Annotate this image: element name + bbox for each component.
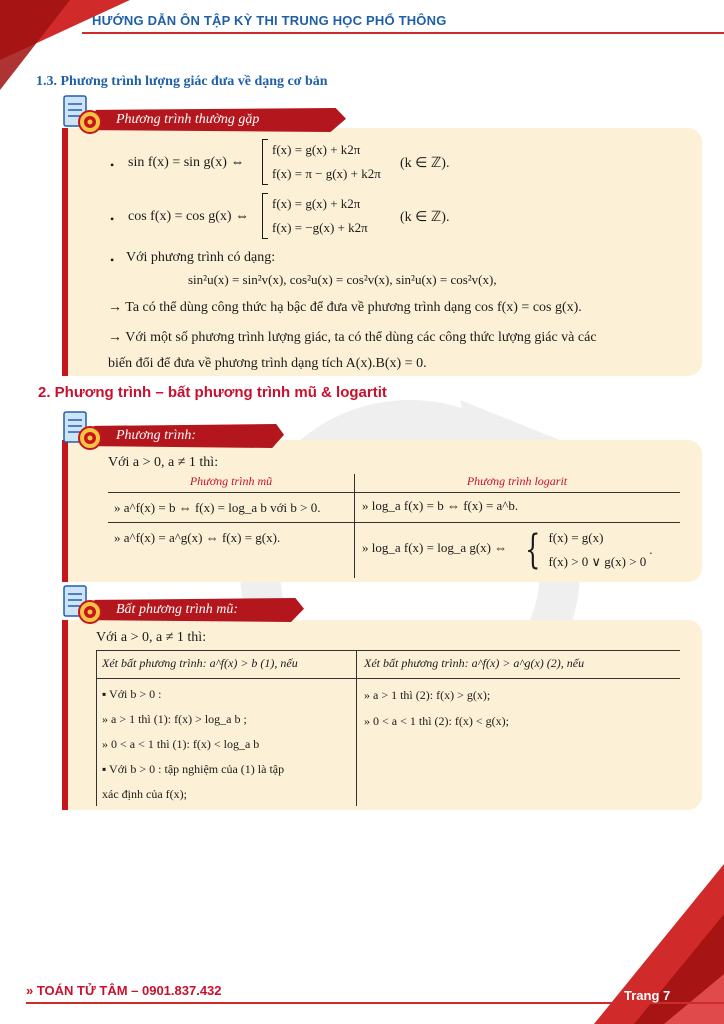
sin-solution-cases — [262, 138, 381, 186]
exp-row-2: » a^f(x) = a^g(x) ⇔ f(x) = g(x). — [114, 530, 281, 545]
col-head-exp: Phương trình mũ — [189, 474, 273, 488]
note-reduce-degree: → Ta có thể dùng công thức hạ bậc để đưa về phương trình dạng cos f(x) = cos g(x). — [108, 300, 582, 315]
cos-condition: (k ∈ ℤ). — [400, 210, 450, 225]
left-item: ▪ Với b > 0 : tập nghiệm của (1) là tập — [102, 762, 285, 776]
equation-condition: Với a > 0, a ≠ 1 thì: — [108, 455, 219, 470]
bullet-icon: • — [110, 212, 115, 226]
log-case-2: f(x) > 0 ∨ g(x) > 0 — [548, 554, 647, 569]
left-item: xác định của f(x); — [102, 787, 187, 801]
section-title-1-3: 1.3. Phương trình lượng giác đưa về dạng cơ bản — [36, 74, 328, 89]
table-rule — [108, 492, 680, 493]
badge-label: Phương trình: — [116, 428, 197, 443]
equation-table — [108, 474, 680, 578]
inequality-condition: Với a > 0, a ≠ 1 thì: — [96, 630, 207, 645]
checklist-target-icon — [60, 410, 106, 452]
checklist-target-icon — [60, 94, 106, 136]
bracket — [262, 193, 268, 239]
left-item: » a > 1 thì (1): f(x) > log_a b ; — [102, 712, 247, 726]
cos-equation-lhs: cos f(x) = cos g(x) ⇔ — [128, 209, 250, 224]
table-rule — [96, 678, 680, 679]
badge-label: Phương trình thường gặp — [116, 112, 260, 127]
right-items — [364, 682, 509, 734]
bullet-icon: • — [110, 253, 115, 267]
sin-condition: (k ∈ ℤ). — [400, 156, 450, 171]
left-head: Xét bất phương trình: a^f(x) > b (1), nếu — [102, 656, 298, 670]
log-row-2-lhs: » log_a f(x) = log_a g(x) ⇔ — [362, 540, 508, 555]
log-case-1: f(x) = g(x) — [548, 530, 604, 545]
right-item: » a > 1 thì (2): f(x) > g(x); — [364, 688, 491, 702]
exp-row-1: » a^f(x) = b ⇔ f(x) = log_a b với b > 0. — [114, 500, 321, 515]
bullet-icon: • — [110, 158, 115, 172]
left-item: » 0 < a < 1 thì (1): f(x) < log_a b — [102, 737, 260, 751]
right-item: » 0 < a < 1 thì (2): f(x) < g(x); — [364, 714, 509, 728]
table-rule — [108, 522, 680, 523]
inequality-table — [96, 650, 680, 806]
table-rule — [96, 650, 680, 651]
log-row-2-cases — [520, 526, 653, 574]
bracket — [262, 139, 268, 185]
left-item: ▪ Với b > 0 : — [102, 687, 162, 701]
log-row-1: » log_a f(x) = b ⇔ f(x) = a^b. — [362, 498, 519, 513]
cos-case-2: f(x) = −g(x) + k2π — [272, 220, 368, 235]
note-product-line-1: → Với một số phương trình lượng giác, ta có thể dùng các công thức lượng giác và các — [108, 330, 597, 345]
form-equations: sin²u(x) = sin²v(x), cos²u(x) = cos²v(x), sin²u(x) = cos²v(x), — [188, 272, 497, 287]
header-title: HƯỚNG DẪN ÔN TẬP KỲ THI TRUNG HỌC PHỔ THÔNG — [92, 13, 447, 28]
badge-equation — [60, 424, 196, 448]
sin-equation-lhs: sin f(x) = sin g(x) ⇔ — [128, 155, 245, 170]
checklist-target-icon — [60, 584, 106, 626]
col-head-log: Phương trình logarit — [466, 474, 568, 488]
cos-solution-cases — [262, 192, 368, 240]
section-title-2: 2. Phương trình – bất phương trình mũ & logartit — [38, 384, 387, 401]
sin-case-2: f(x) = π − g(x) + k2π — [272, 166, 381, 181]
note-product-line-2: biến đổi để đưa về phương trình dạng tích A(x).B(x) = 0. — [108, 356, 427, 371]
badge-common-equations — [60, 108, 259, 132]
cos-case-1: f(x) = g(x) + k2π — [272, 196, 361, 211]
footer-divider — [26, 1002, 724, 1004]
table-rule — [356, 650, 357, 806]
curly-brace: { — [525, 527, 541, 573]
page-number: Trang 7 — [624, 988, 671, 1003]
log-case-end: . — [649, 542, 653, 557]
form-intro: Với phương trình có dạng: — [126, 250, 276, 265]
footer-author: » TOÁN TỬ TÂM – 0901.837.432 — [26, 983, 222, 998]
right-head: Xét bất phương trình: a^f(x) > a^g(x) (2), nếu — [364, 656, 585, 670]
badge-label: Bất phương trình mũ: — [116, 602, 239, 617]
sin-case-1: f(x) = g(x) + k2π — [272, 142, 361, 157]
left-items — [102, 682, 284, 807]
table-rule — [354, 474, 355, 578]
header-divider — [82, 32, 724, 34]
table-rule — [96, 650, 97, 806]
badge-inequality — [60, 598, 238, 622]
